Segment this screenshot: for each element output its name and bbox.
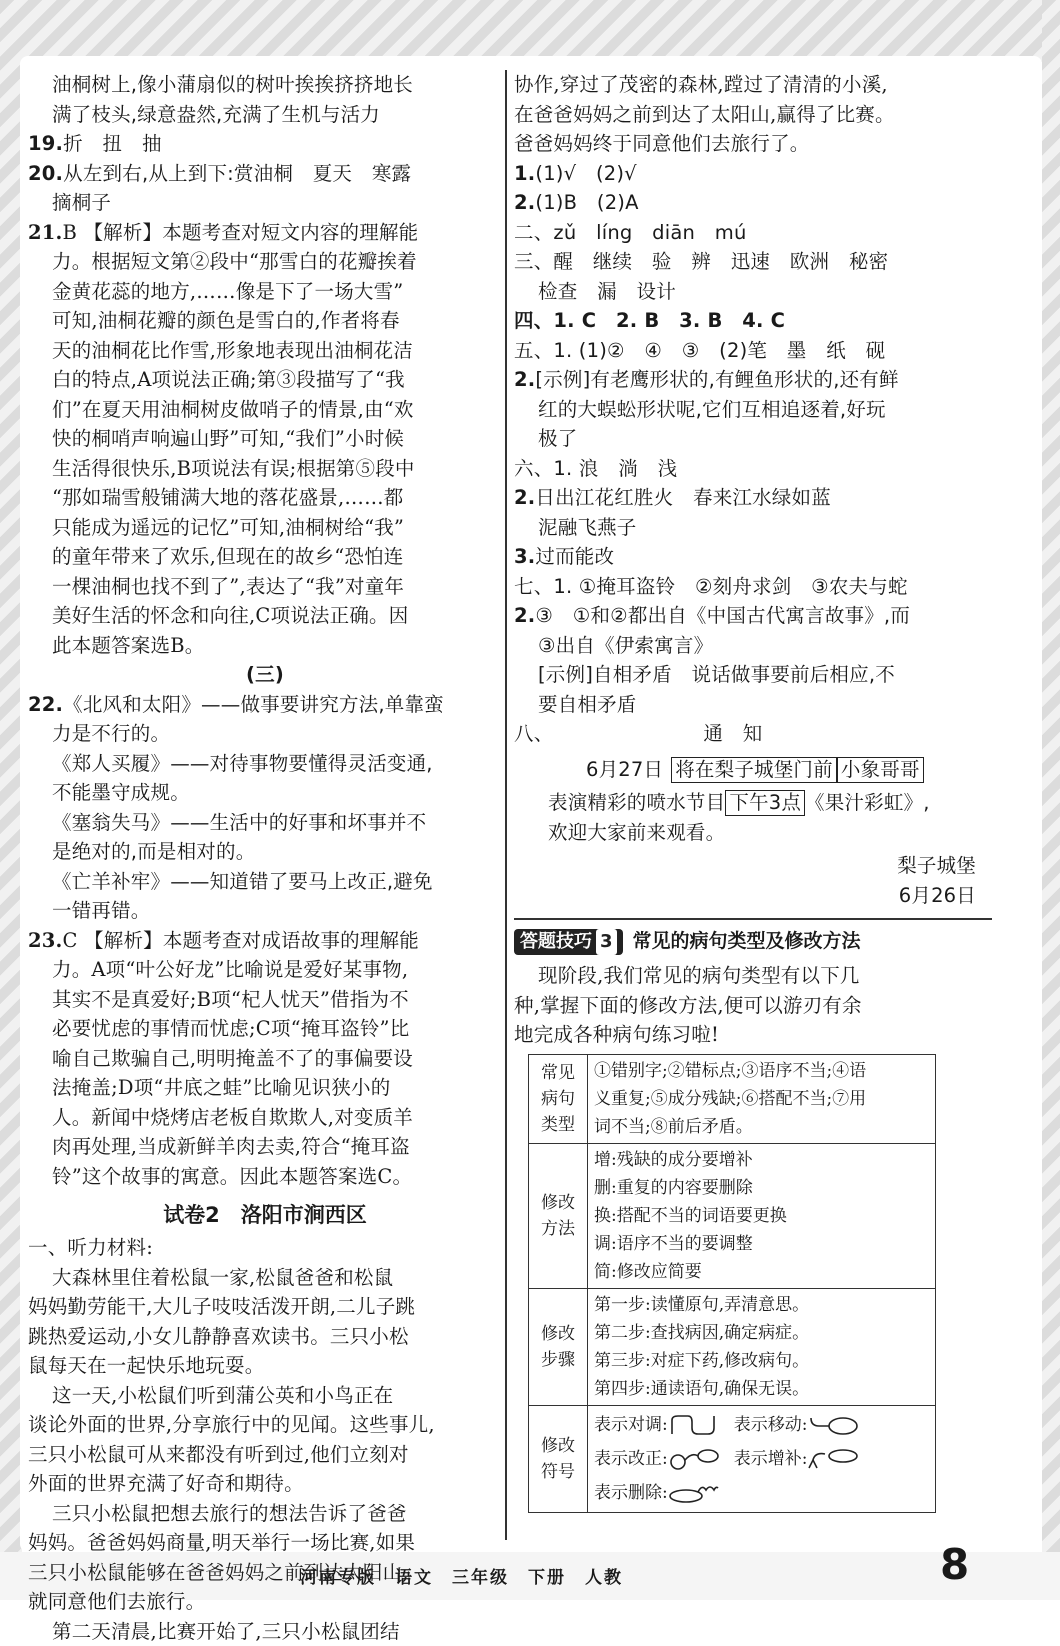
notice-box-time: 下午3点 — [725, 790, 805, 816]
left-line — [28, 70, 502, 100]
line-text: 外面的世界充满了好奇和期待。 — [28, 1472, 304, 1495]
right-line — [514, 572, 992, 602]
tip-row — [529, 1143, 936, 1288]
right-line — [514, 70, 992, 100]
line-text: 三只小松鼠能够在爸爸妈妈之前到达太阳山, — [28, 1561, 409, 1584]
tip-intro-line: 种,掌握下面的修改方法,便可以游刃有余 — [514, 991, 992, 1021]
left-line — [28, 837, 502, 867]
line-text: 第二天清晨,比赛开始了,三只小松鼠团结 — [52, 1620, 400, 1643]
left-line — [28, 867, 502, 897]
symbol-add-label: 表示增补: — [734, 1449, 808, 1469]
left-line — [28, 1617, 502, 1646]
left-line — [28, 955, 502, 985]
notice-box-location: 将在梨子城堡门前 — [671, 757, 837, 783]
left-line — [28, 1073, 502, 1103]
question-number: 22. — [28, 693, 63, 716]
line-text: 从左到右,从上到下:赏油桐 夏天 寒露 — [63, 162, 411, 185]
left-line — [28, 1132, 502, 1162]
line-text: (三) — [246, 663, 284, 686]
tip-title: 常见的病句类型及修改方法 — [633, 930, 861, 952]
tip-intro-line: 地完成各种病句练习啦! — [514, 1020, 992, 1050]
line-text: 日出江花红胜火 春来江水绿如蓝 — [535, 486, 831, 509]
tip-badge-label: 答题技巧 — [520, 931, 592, 952]
left-line — [28, 601, 502, 631]
line-text: 只能成为遥远的记忆”可知,油桐树给“我” — [52, 516, 404, 539]
line-text: 三只小松鼠把想去旅行的想法告诉了爸爸 — [52, 1502, 407, 1525]
right-answers — [514, 70, 992, 719]
left-line — [28, 1587, 502, 1617]
right-line — [514, 631, 992, 661]
left-line — [28, 1499, 502, 1529]
tip-row-header: 常见 病句 类型 — [529, 1054, 588, 1143]
line-text: 《北风和太阳》——做事要讲究方法,单靠蛮 — [63, 693, 444, 716]
tip-row-content: 增:残缺的成分要增补 删:重复的内容要删除 换:搭配不当的词语要更换 调:语序不当的要调整 简:修改应简要 — [588, 1143, 936, 1288]
notice-box-performer: 小象哥哥 — [837, 757, 924, 783]
right-line — [514, 424, 992, 454]
left-line — [28, 631, 502, 661]
left-line — [28, 159, 502, 189]
line-text: (1)B (2)A — [535, 191, 638, 214]
line-text: 一错再错。 — [52, 899, 151, 922]
line-text: 检查 漏 设计 — [538, 280, 676, 303]
line-text: 《塞翁失马》——生活中的好事和坏事并不 — [52, 811, 426, 834]
notice-title: 通 知 — [703, 722, 762, 745]
left-line — [28, 1528, 502, 1558]
correct-mark-icon — [668, 1448, 720, 1470]
tip-row-header: 修改 符号 — [529, 1405, 588, 1512]
notice-section-label: 八、 — [514, 722, 553, 745]
left-line — [28, 1199, 502, 1231]
line-text: 红的大蜈蚣形状呢,它们互相追逐着,好玩 — [538, 398, 886, 421]
decorative-frame-left — [0, 0, 22, 1600]
line-text: 爸爸妈妈终于同意他们去旅行了。 — [514, 132, 810, 155]
tip-table — [528, 1054, 936, 1513]
tip-row-symbols — [529, 1405, 936, 1512]
tip-row-header: 修改 步骤 — [529, 1288, 588, 1405]
line-text: 泥融飞燕子 — [538, 516, 637, 539]
left-line — [28, 808, 502, 838]
right-line — [514, 100, 992, 130]
right-line — [514, 513, 992, 543]
tip-row-content: ①错别字;②错标点;③语序不当;④语 义重复;⑤成分残缺;⑥搭配不当;⑦用 词不当;⑧前后矛盾。 — [588, 1054, 936, 1143]
left-line — [28, 1292, 502, 1322]
left-line — [28, 424, 502, 454]
left-column — [28, 70, 502, 1646]
symbol-move-label: 表示移动: — [734, 1415, 808, 1435]
line-text: 铃”这个故事的寓意。因此本题答案选C。 — [52, 1165, 412, 1188]
left-line — [28, 1263, 502, 1293]
line-text: 鼠每天在一起快乐地玩耍。 — [28, 1354, 264, 1377]
left-line — [28, 1103, 502, 1133]
line-text: 试卷2 洛阳市涧西区 — [163, 1203, 367, 1227]
line-text: 在爸爸妈妈之前到达了太阳山,赢得了比赛。 — [514, 103, 895, 126]
right-line — [514, 454, 992, 484]
left-line — [28, 896, 502, 926]
left-line — [28, 1014, 502, 1044]
swap-mark-icon — [668, 1414, 720, 1436]
line-text: 此本题答案选B。 — [52, 634, 204, 657]
left-line — [28, 129, 502, 159]
line-text: 就同意他们去旅行。 — [28, 1590, 205, 1613]
symbol-swap-label: 表示对调: — [594, 1415, 668, 1435]
question-number: 1. — [514, 162, 535, 185]
notice-line2-text: 表演精彩的喷水节目 — [548, 791, 725, 814]
left-line — [28, 542, 502, 572]
line-text: 其实不是真爱好;B项“杞人忧天”借指为不 — [52, 988, 409, 1011]
line-text: 力。A项“叶公好龙”比喻说是爱好某事物, — [52, 958, 408, 981]
left-line — [28, 1351, 502, 1381]
line-text: 七、1. ①掩耳盗铃 ②刻舟求剑 ③农夫与蛇 — [514, 575, 908, 598]
question-number: 21. — [28, 221, 63, 244]
question-number: 3. — [514, 545, 535, 568]
left-line — [28, 306, 502, 336]
line-text: 白的特点,A项说法正确;第③段描写了“我 — [52, 368, 405, 391]
tip-intro-line: 现阶段,我们常见的病句类型有以下几 — [514, 961, 992, 991]
left-line — [28, 483, 502, 513]
line-text: 力是不行的。 — [52, 722, 170, 745]
right-line — [514, 306, 992, 336]
line-text: 五、1. (1)② ④ ③ (2)笔 墨 纸 砚 — [514, 339, 885, 362]
left-line — [28, 100, 502, 130]
line-text: 摘桐子 — [52, 191, 111, 214]
move-mark-icon — [807, 1414, 859, 1436]
tip-badge-number: 3 — [596, 929, 617, 955]
column-divider — [505, 70, 507, 1540]
right-line — [514, 129, 992, 159]
notice-date-text: 6月27日 — [586, 758, 663, 781]
left-line — [28, 572, 502, 602]
left-line — [28, 985, 502, 1015]
right-line — [514, 365, 992, 395]
line-text: 喻自己欺骗自己,明明掩盖不了的事偏要设 — [52, 1047, 413, 1070]
line-text: 生活得很快乐,B项说法有误;根据第⑤段中 — [52, 457, 415, 480]
left-line — [28, 1162, 502, 1192]
question-number: 2. — [514, 604, 535, 627]
left-line — [28, 1440, 502, 1470]
left-line — [28, 513, 502, 543]
tip-row-content: 第一步:读懂原句,弄清意思。 第二步:查找病因,确定病症。 第三步:对症下药,修改病句。 第四步:通读语句,确保无误。 — [588, 1288, 936, 1405]
line-text: C 【解析】本题考查对成语故事的理解能 — [63, 929, 419, 952]
line-text: 们”在夏天用油桐树皮做哨子的情景,由“欢 — [52, 398, 414, 421]
line-text: 人。新闻中烧烤店老板自欺欺人,对变质羊 — [52, 1106, 413, 1129]
line-text: 《郑人买履》——对待事物要懂得灵活变通, — [52, 752, 433, 775]
tip-badge — [514, 929, 623, 955]
right-line — [514, 395, 992, 425]
line-text: [示例]自相矛盾 说话做事要前后相应,不 — [538, 663, 895, 686]
line-text: 天的油桐花比作雪,形象地表现出油桐花洁 — [52, 339, 413, 362]
left-line — [28, 395, 502, 425]
line-text: 折 扭 抽 — [63, 132, 162, 155]
tip-block — [514, 918, 992, 1513]
delete-mark-icon — [668, 1482, 720, 1504]
left-line — [28, 1322, 502, 1352]
tip-row — [529, 1054, 936, 1143]
line-text: 极了 — [538, 427, 577, 450]
question-number: 20. — [28, 162, 63, 185]
line-text: [示例]有老鹰形状的,有鲤鱼形状的,还有鲜 — [535, 368, 898, 391]
line-text: 可知,油桐花瓣的颜色是雪白的,作者将春 — [52, 309, 400, 332]
line-text: 快的桐哨声响遍山野”可知,“我们”小时候 — [52, 427, 404, 450]
question-number: 2. — [514, 486, 535, 509]
left-line — [28, 926, 502, 956]
line-text: 要自相矛盾 — [538, 693, 637, 716]
line-text: 谈论外面的世界,分享旅行中的见闻。这些事儿, — [28, 1413, 435, 1436]
line-text: 四、1. C 2. B 3. B 4. C — [514, 309, 785, 332]
line-text: 协作,穿过了茂密的森林,蹚过了清清的小溪, — [514, 73, 888, 96]
notice-program-name: 《果汁彩虹》, — [805, 791, 930, 814]
symbol-delete-label: 表示删除: — [594, 1483, 668, 1503]
line-text: 美好生活的怀念和向往,C项说法正确。因 — [52, 604, 408, 627]
notice-date: 6月26日 — [514, 881, 992, 911]
line-text: 过而能改 — [535, 545, 614, 568]
left-line — [28, 1233, 502, 1263]
line-text: 一、听力材料: — [28, 1236, 153, 1259]
question-number: 2. — [514, 368, 535, 391]
line-text: ③ ①和②都出自《中国古代寓言故事》,而 — [535, 604, 910, 627]
line-text: ③出自《伊索寓言》 — [538, 634, 713, 657]
line-text: 六、1. 浪 淌 浅 — [514, 457, 677, 480]
line-text: 三、醒 继续 验 辨 迅速 欧洲 秘密 — [514, 250, 888, 273]
right-line — [514, 336, 992, 366]
notice-block — [514, 719, 992, 910]
line-text: 大森林里住着松鼠一家,松鼠爸爸和松鼠 — [52, 1266, 393, 1289]
question-number: 2. — [514, 191, 535, 214]
line-text: 妈妈勤劳能干,大儿子吱吱活泼开朗,二儿子跳 — [28, 1295, 415, 1318]
right-line — [514, 601, 992, 631]
line-text: “那如瑞雪般铺满大地的落花盛景,……都 — [52, 486, 403, 509]
left-line — [28, 749, 502, 779]
page-number: 8 — [940, 1540, 969, 1589]
left-line — [28, 454, 502, 484]
left-line — [28, 365, 502, 395]
left-line — [28, 1469, 502, 1499]
line-text: 金黄花蕊的地方,……像是下了一场大雪” — [52, 280, 403, 303]
line-text: 肉再处理,当成新鲜羊肉去卖,符合“掩耳盗 — [52, 1135, 410, 1158]
footer-text: 河南专版 语文 三年级 下册 人教 — [300, 1563, 623, 1588]
line-text: 是绝对的,而是相对的。 — [52, 840, 255, 863]
right-column — [514, 70, 992, 1513]
left-line — [28, 1044, 502, 1074]
right-line — [514, 218, 992, 248]
left-line — [28, 277, 502, 307]
left-line — [28, 1410, 502, 1440]
line-text: 跳热爱运动,小女儿静静喜欢读书。三只小松 — [28, 1325, 409, 1348]
symbol-correct-label: 表示改正: — [594, 1449, 668, 1469]
question-number: 23. — [28, 929, 63, 952]
left-line — [28, 247, 502, 277]
right-line — [514, 690, 992, 720]
notice-welcome: 欢迎大家前来观看。 — [514, 818, 992, 848]
line-text: 满了枝头,绿意盎然,充满了生机与活力 — [52, 103, 380, 126]
left-line — [28, 336, 502, 366]
line-text: 不能墨守成规。 — [52, 781, 190, 804]
left-line — [28, 1381, 502, 1411]
line-text: 一棵油桐也找不到了”,表达了“我”对童年 — [52, 575, 404, 598]
add-mark-icon — [807, 1448, 859, 1470]
line-text: B 【解析】本题考查对短文内容的理解能 — [63, 221, 419, 244]
line-text: 二、zǔ líng diān mú — [514, 221, 747, 244]
notice-signature: 梨子城堡 — [514, 851, 992, 881]
left-line — [28, 218, 502, 248]
tip-row-header: 修改 方法 — [529, 1143, 588, 1288]
left-line — [28, 660, 502, 690]
right-line — [514, 159, 992, 189]
line-text: 这一天,小松鼠们听到蒲公英和小鸟正在 — [52, 1384, 393, 1407]
line-text: 妈妈。爸爸妈妈商量,明天举行一场比赛,如果 — [28, 1531, 415, 1554]
tip-row — [529, 1288, 936, 1405]
line-text: (1)√ (2)√ — [535, 162, 636, 185]
left-line — [28, 778, 502, 808]
line-text: 法掩盖;D项“井底之蛙”比喻见识狭小的 — [52, 1076, 390, 1099]
left-line — [28, 719, 502, 749]
left-line — [28, 690, 502, 720]
left-line — [28, 188, 502, 218]
right-line — [514, 188, 992, 218]
line-text: 力。根据短文第②段中“那雪白的花瓣挨着 — [52, 250, 417, 273]
decorative-frame-top — [0, 0, 1060, 62]
decorative-frame-right — [1042, 0, 1060, 1600]
question-number: 19. — [28, 132, 63, 155]
line-text: 的童年带来了欢乐,但现在的故乡“恐怕连 — [52, 545, 403, 568]
right-line — [514, 277, 992, 307]
right-line — [514, 542, 992, 572]
right-line — [514, 247, 992, 277]
line-text: 三只小松鼠可从来都没有听到过,他们立刻对 — [28, 1443, 409, 1466]
line-text: 必要忧虑的事情而忧虑;C项“掩耳盗铃”比 — [52, 1017, 409, 1040]
line-text: 《亡羊补牢》——知道错了要马上改正,避免 — [52, 870, 433, 893]
line-text: 油桐树上,像小蒲扇似的树叶挨挨挤挤地长 — [52, 73, 413, 96]
right-line — [514, 660, 992, 690]
right-line — [514, 483, 992, 513]
